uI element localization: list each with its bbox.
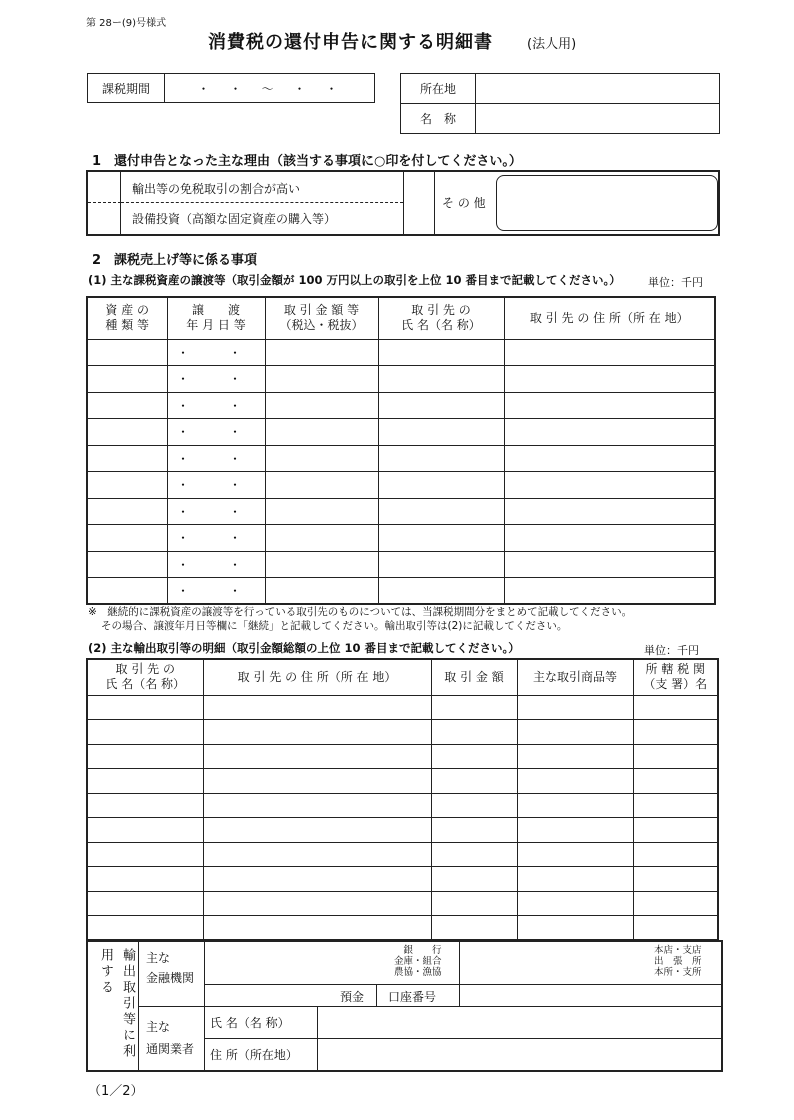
- sale-col-address: 取 引 先 の 住 所（所 在 地）: [504, 297, 715, 339]
- export-goods-cell[interactable]: [517, 818, 633, 843]
- export-goods-cell[interactable]: [517, 695, 633, 720]
- period-field[interactable]: ・ ・ 〜 ・ ・: [165, 74, 375, 103]
- sale-date-cell[interactable]: ・ ・: [167, 498, 265, 525]
- export-col-goods: 主な取引商品等: [517, 659, 633, 695]
- sale-partner-cell[interactable]: [378, 525, 504, 552]
- export-address-cell[interactable]: [203, 867, 431, 892]
- export-partner-cell[interactable]: [87, 744, 203, 769]
- export-customs-cell[interactable]: [633, 916, 718, 941]
- sale-amount-cell[interactable]: [265, 498, 378, 525]
- table-row: [87, 842, 718, 867]
- sale-date-cell[interactable]: ・ ・: [167, 339, 265, 366]
- period-label: 課税期間: [88, 74, 165, 103]
- table-row: [87, 578, 715, 605]
- sub1-unit: 単位：千円: [648, 276, 703, 289]
- address-label: 所在地: [401, 74, 476, 104]
- sale-partner-cell[interactable]: [378, 366, 504, 393]
- sale-type-cell[interactable]: [87, 472, 167, 499]
- sale-date-cell[interactable]: ・ ・: [167, 419, 265, 446]
- sale-partner-cell[interactable]: [378, 419, 504, 446]
- company-box: [400, 73, 720, 134]
- export-partner-cell[interactable]: [87, 867, 203, 892]
- export-customs-cell[interactable]: [633, 769, 718, 794]
- sale-address-cell[interactable]: [504, 366, 715, 393]
- sale-address-cell[interactable]: [504, 525, 715, 552]
- export-address-cell[interactable]: [203, 744, 431, 769]
- table-row: [87, 551, 715, 578]
- company-name-field[interactable]: [476, 104, 720, 134]
- export-amount-cell[interactable]: [431, 720, 517, 745]
- sale-partner-cell[interactable]: [378, 498, 504, 525]
- export-amount-cell[interactable]: [431, 695, 517, 720]
- sale-col-date: 譲 渡 年 月 日 等: [167, 297, 265, 339]
- sale-amount-cell[interactable]: [265, 419, 378, 446]
- export-address-cell[interactable]: [203, 891, 431, 916]
- sale-address-cell[interactable]: [504, 578, 715, 605]
- sale-amount-cell[interactable]: [265, 551, 378, 578]
- export-goods-cell[interactable]: [517, 891, 633, 916]
- table-row: [87, 720, 718, 745]
- export-partner-cell[interactable]: [87, 818, 203, 843]
- export-goods-cell[interactable]: [517, 916, 633, 941]
- export-amount-cell[interactable]: [431, 818, 517, 843]
- sale-type-cell[interactable]: [87, 551, 167, 578]
- sale-col-type: 資 産 の 種 類 等: [87, 297, 167, 339]
- export-amount-cell[interactable]: [431, 916, 517, 941]
- export-partner-cell[interactable]: [87, 842, 203, 867]
- branch-types: 本店・支店 出 張 所 本所・支所: [654, 945, 702, 978]
- reason2-mark[interactable]: [88, 203, 121, 234]
- export-partner-cell[interactable]: [87, 720, 203, 745]
- sale-partner-cell[interactable]: [378, 578, 504, 605]
- export-amount-cell[interactable]: [431, 744, 517, 769]
- form-number: 第 28ー(9)号様式: [86, 18, 167, 29]
- other-label: そ の 他: [442, 196, 486, 210]
- sale-address-cell[interactable]: [504, 551, 715, 578]
- table-row: [87, 818, 718, 843]
- title-suffix: (法人用): [527, 37, 577, 52]
- export-col-customs: 所 轄 税 関 （支 署）名: [633, 659, 718, 695]
- broker-name-label: 氏 名（名 称）: [210, 1016, 290, 1030]
- export-customs-cell[interactable]: [633, 891, 718, 916]
- sale-partner-cell[interactable]: [378, 472, 504, 499]
- export-col-partner: 取 引 先 の 氏 名（名 称）: [87, 659, 203, 695]
- sale-type-cell[interactable]: [87, 498, 167, 525]
- sub1-heading: (1) 主な課税資産の譲渡等（取引金額が 100 万円以上の取引を上位 10 番目まで記載してください。）: [88, 273, 621, 287]
- sale-type-cell[interactable]: [87, 392, 167, 419]
- export-customs-cell[interactable]: [633, 867, 718, 892]
- broker-address-field[interactable]: [318, 1039, 718, 1069]
- company-name-label: 名 称: [401, 104, 476, 134]
- export-amount-cell[interactable]: [431, 793, 517, 818]
- sub2-unit: 単位：千円: [644, 644, 699, 657]
- export-amount-cell[interactable]: [431, 867, 517, 892]
- sale-partner-cell[interactable]: [378, 339, 504, 366]
- sale-type-cell[interactable]: [87, 419, 167, 446]
- export-address-cell[interactable]: [203, 916, 431, 941]
- table-row: [87, 916, 718, 941]
- sale-amount-cell[interactable]: [265, 472, 378, 499]
- page-number: （1／2）: [88, 1084, 144, 1099]
- table-row: [87, 419, 715, 446]
- export-col-address: 取 引 先 の 住 所（所 在 地）: [203, 659, 431, 695]
- export-goods-cell[interactable]: [517, 769, 633, 794]
- export-address-cell[interactable]: [203, 842, 431, 867]
- reason1-label: 輸出等の免税取引の割合が高い: [132, 182, 301, 196]
- sale-amount-cell[interactable]: [265, 366, 378, 393]
- address-field[interactable]: [476, 74, 720, 104]
- sale-date-cell[interactable]: ・ ・: [167, 392, 265, 419]
- sale-type-cell[interactable]: [87, 578, 167, 605]
- section1-heading: 1 還付申告となった主な理由（該当する事項に○印を付してください。）: [92, 154, 522, 169]
- export-address-cell[interactable]: [203, 769, 431, 794]
- customs-broker-label: 主な 通関業者: [146, 1020, 195, 1056]
- finance-side-label: 輸出取引等に利用する: [98, 948, 135, 1060]
- sub1-note-2: その場合、譲渡年月日等欄に「継続」と記載してください。輸出取引等は(2)に記載してください。: [101, 620, 568, 632]
- sub2-heading: (2) 主な輸出取引等の明細（取引金額総額の上位 10 番目まで記載してください。）: [88, 641, 520, 655]
- sale-address-cell[interactable]: [504, 472, 715, 499]
- sale-col-partner: 取 引 先 の 氏 名（名 称）: [378, 297, 504, 339]
- export-partner-cell[interactable]: [87, 916, 203, 941]
- page-title: 消費税の還付申告に関する明細書: [208, 32, 493, 53]
- export-partner-cell[interactable]: [87, 769, 203, 794]
- bank-label: 主な 金融機関: [146, 951, 195, 985]
- export-goods-cell[interactable]: [517, 842, 633, 867]
- export-customs-cell[interactable]: [633, 744, 718, 769]
- table-row: [87, 793, 718, 818]
- section2-heading: 2 課税売上げ等に係る事項: [92, 253, 258, 268]
- sale-type-cell[interactable]: [87, 525, 167, 552]
- sale-address-cell[interactable]: [504, 392, 715, 419]
- table-row: [87, 472, 715, 499]
- sale-address-cell[interactable]: [504, 419, 715, 446]
- period-box: [87, 73, 375, 103]
- reason1-mark[interactable]: [88, 172, 121, 203]
- sale-type-cell[interactable]: [87, 366, 167, 393]
- table-row: [87, 695, 718, 720]
- sale-partner-cell[interactable]: [378, 445, 504, 472]
- sale-address-cell[interactable]: [504, 445, 715, 472]
- sale-date-cell[interactable]: ・ ・: [167, 366, 265, 393]
- sale-amount-cell[interactable]: [265, 392, 378, 419]
- table-row: [87, 744, 718, 769]
- export-customs-cell[interactable]: [633, 818, 718, 843]
- table-row: [87, 867, 718, 892]
- table-row: [87, 339, 715, 366]
- export-customs-cell[interactable]: [633, 720, 718, 745]
- table-row: [87, 769, 718, 794]
- reason-box: [86, 170, 720, 236]
- sale-amount-cell[interactable]: [265, 445, 378, 472]
- export-customs-cell[interactable]: [633, 842, 718, 867]
- sale-date-cell[interactable]: ・ ・: [167, 472, 265, 499]
- export-address-cell[interactable]: [203, 818, 431, 843]
- bank-name-field[interactable]: [204, 942, 459, 984]
- sub1-note-1: ※ 継続的に課税資産の譲渡等を行っている取引先のものについては、当課税期間分をまとめて記載してください。: [88, 606, 633, 618]
- sale-date-cell[interactable]: ・ ・: [167, 551, 265, 578]
- sale-address-cell[interactable]: [504, 339, 715, 366]
- sale-amount-cell[interactable]: [265, 339, 378, 366]
- finance-block: [86, 940, 723, 1072]
- broker-address-label: 住 所（所在地）: [210, 1048, 298, 1062]
- export-customs-cell[interactable]: [633, 695, 718, 720]
- table-row: [87, 392, 715, 419]
- sale-address-cell[interactable]: [504, 498, 715, 525]
- sale-col-amount: 取 引 金 額 等 （税込・税抜）: [265, 297, 378, 339]
- other-mark[interactable]: [403, 172, 435, 234]
- reason-divider: [121, 202, 403, 203]
- sale-date-cell[interactable]: ・ ・: [167, 445, 265, 472]
- broker-name-field[interactable]: [318, 1007, 718, 1037]
- deposit-label: 預金: [340, 990, 365, 1004]
- sale-type-cell[interactable]: [87, 339, 167, 366]
- other-field[interactable]: [496, 175, 718, 231]
- bank-types: 銀 行 金庫・組合 農協・漁協: [394, 945, 442, 978]
- sale-date-cell[interactable]: ・ ・: [167, 525, 265, 552]
- sale-type-cell[interactable]: [87, 445, 167, 472]
- sale-partner-cell[interactable]: [378, 551, 504, 578]
- export-partner-cell[interactable]: [87, 695, 203, 720]
- sale-date-cell[interactable]: ・ ・: [167, 578, 265, 605]
- account-number-field[interactable]: [460, 985, 718, 1005]
- table-row: [87, 891, 718, 916]
- export-col-amount: 取 引 金 額: [431, 659, 517, 695]
- export-goods-cell[interactable]: [517, 867, 633, 892]
- table-row: [87, 525, 715, 552]
- sale-table: [86, 296, 716, 605]
- export-amount-cell[interactable]: [431, 891, 517, 916]
- export-partner-cell[interactable]: [87, 793, 203, 818]
- sale-amount-cell[interactable]: [265, 525, 378, 552]
- table-row: [87, 445, 715, 472]
- export-address-cell[interactable]: [203, 793, 431, 818]
- sale-partner-cell[interactable]: [378, 392, 504, 419]
- export-address-cell[interactable]: [203, 695, 431, 720]
- export-customs-cell[interactable]: [633, 793, 718, 818]
- account-label: 口座番号: [388, 990, 437, 1004]
- export-amount-cell[interactable]: [431, 842, 517, 867]
- export-partner-cell[interactable]: [87, 891, 203, 916]
- reason2-label: 設備投資（高額な固定資産の購入等）: [132, 212, 337, 226]
- export-goods-cell[interactable]: [517, 744, 633, 769]
- sale-amount-cell[interactable]: [265, 578, 378, 605]
- table-row: [87, 366, 715, 393]
- export-table: [86, 658, 719, 941]
- export-amount-cell[interactable]: [431, 769, 517, 794]
- export-goods-cell[interactable]: [517, 720, 633, 745]
- export-address-cell[interactable]: [203, 720, 431, 745]
- table-row: [87, 498, 715, 525]
- export-goods-cell[interactable]: [517, 793, 633, 818]
